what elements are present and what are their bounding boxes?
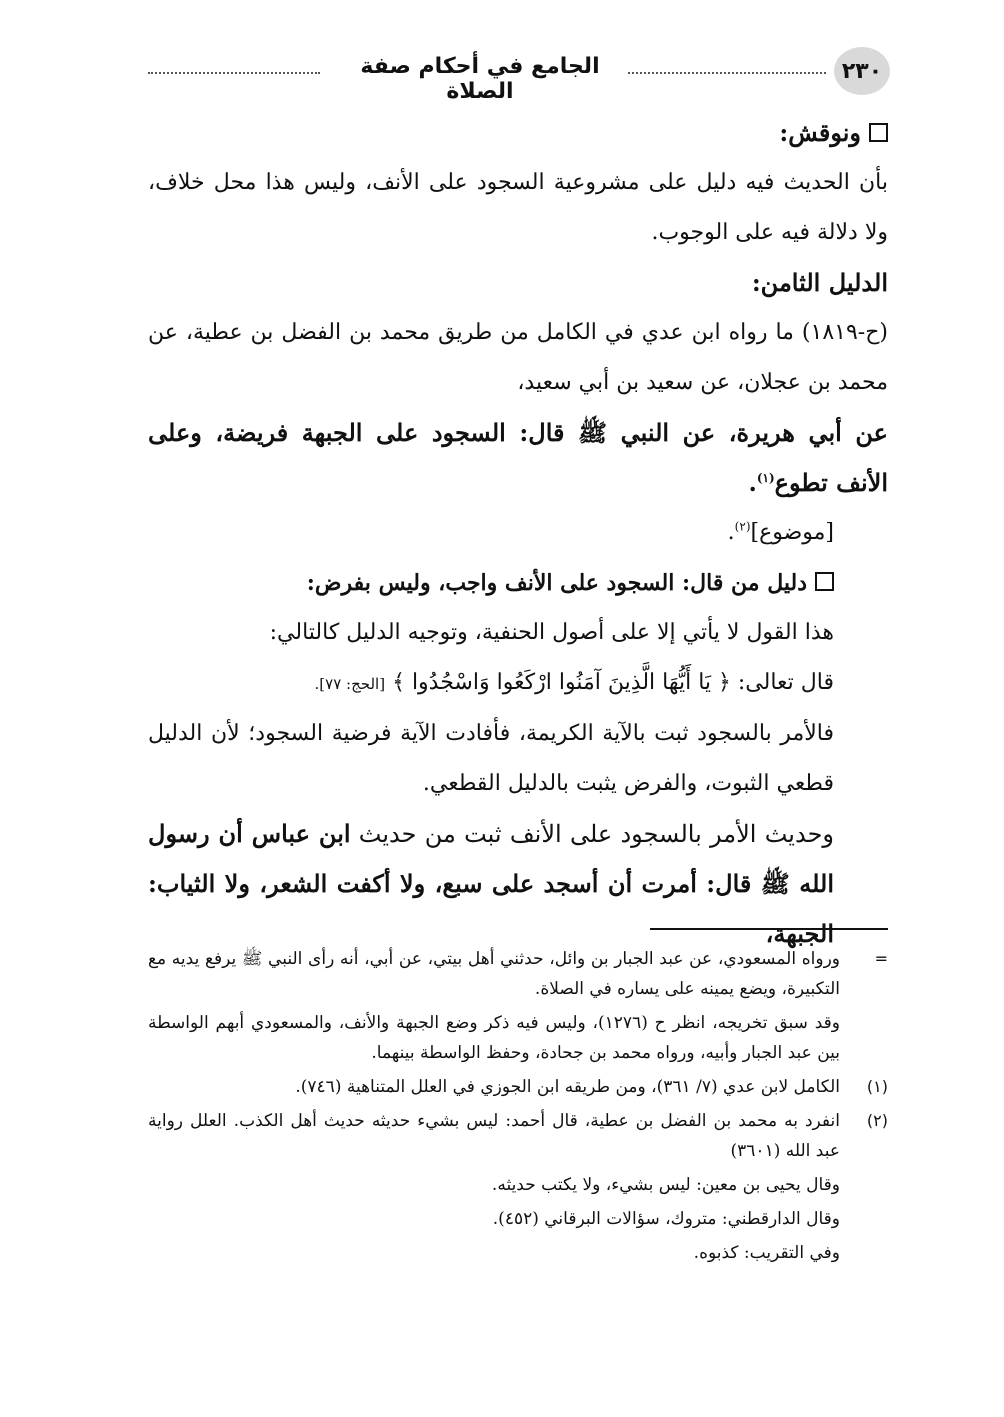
- hadith-paragraph: عن أبي هريرة، عن النبي ﷺ قال: السجود على الجبهة فريضة، وعلى الأنف تطوع$^{(١)}$.: [148, 418, 888, 497]
- eighth-evidence-heading: الدليل الثامن:: [751, 268, 888, 297]
- checkbox-square-icon: [815, 572, 834, 591]
- footnote-paragraph: انفرد به محمد بن الفضل بن عطية، قال أحمد: ليس بشيء حديثه حديث أهل الكذب. العلل رواية عبد الله (٣٦٠١): [148, 1111, 840, 1161]
- objection-heading: ونوقش:: [148, 108, 888, 158]
- footnote-2: [148, 1106, 888, 1272]
- footnote-paragraph: ورواه المسعودي، عن عبد الجبار بن وائل، حدثني أهل بيتي، عن أبي، أنه رأى النبي ﷺ يرفع يديه مع التكبيرة، ويضع يمينه على يساره في الصلاة.: [148, 949, 840, 999]
- quran-reference: [الحج: ٧٧].: [314, 675, 386, 693]
- page-number: ٢٣٠: [834, 47, 890, 95]
- header-dots-left: [148, 72, 320, 74]
- footnote-paragraph: وفي التقريب: كذبوه.: [693, 1243, 840, 1263]
- main-text: [148, 108, 888, 959]
- footnote-paragraph: الكامل لابن عدي (٧/ ٣٦١)، ومن طريقه ابن الجوزي في العلل المتناهية (٧٤٦).: [295, 1077, 840, 1097]
- footnote-separator: [650, 928, 888, 930]
- footnotes: [148, 944, 888, 1272]
- wajib-heading: دليل من قال: السجود على الأنف واجب، وليس بفرض:: [148, 558, 888, 608]
- footnote-1: [148, 1072, 888, 1106]
- footnote-ref-1[interactable]: (١): [756, 471, 775, 485]
- footnote-mark: =: [874, 949, 888, 968]
- isnad-paragraph: (ح-١٨١٩) ما رواه ابن عدي في الكامل من طريق محمد بن الفضل بن عطية، عن محمد بن عجلان، عن سعيد بن أبي سعيد،: [148, 320, 888, 395]
- footnote-continued: [148, 944, 888, 1072]
- hanafi-paragraph: هذا القول لا يأتي إلا على أصول الحنفية، وتوجيه الدليل كالتالي:: [269, 620, 834, 645]
- running-header-title: الجامع في أحكام صفة الصلاة: [360, 54, 600, 104]
- footnote-mark: (١): [866, 1077, 888, 1096]
- quran-paragraph: قال تعالى: ﴿ يَا أَيُّهَا الَّذِينَ آمَنُوا ارْكَعُوا وَاسْجُدُوا ﴾ [الحج: ٧٧].: [314, 670, 834, 695]
- footnote-paragraph: وقال الدارقطني: متروك، سؤالات البرقاني (٤٥٢).: [492, 1209, 840, 1229]
- objection-paragraph: بأن الحديث فيه دليل على مشروعية السجود على الأنف، وليس هذا محل خلاف، ولا دلالة فيه على الوجوب.: [148, 170, 888, 245]
- grade-paragraph: [موضوع]$^{(٢)}$.: [727, 519, 834, 545]
- footnote-paragraph: وقال يحيى بن معين: ليس بشيء، ولا يكتب حديثه.: [491, 1175, 840, 1195]
- footnote-ref-2[interactable]: (٢): [734, 519, 751, 534]
- command-paragraph: فالأمر بالسجود ثبت بالآية الكريمة، فأفادت الآية فرضية السجود؛ لأن الدليل قطعي الثبوت، والفرض يثبت بالدليل القطعي.: [148, 721, 834, 796]
- footnote-paragraph: وقد سبق تخريجه، انظر ح (١٢٧٦)، وليس فيه ذكر وضع الجبهة والأنف، والمسعودي أبهم الواسطة بين عبد الجبار وأبيه، ورواه محمد بن جحادة، وحفظ الواسطة بينهما.: [148, 1013, 840, 1063]
- header-dots-right: [628, 72, 826, 74]
- checkbox-square-icon: [869, 123, 888, 142]
- footnote-mark: (٢): [866, 1111, 888, 1130]
- ibn-abbas-paragraph: وحديث الأمر بالسجود على الأنف ثبت من حديث ابن عباس أن رسول الله ﷺ قال: أمرت أن أسجد على سبع، ولا أكفت الشعر، ولا الثياب: الجبهة،: [148, 819, 834, 948]
